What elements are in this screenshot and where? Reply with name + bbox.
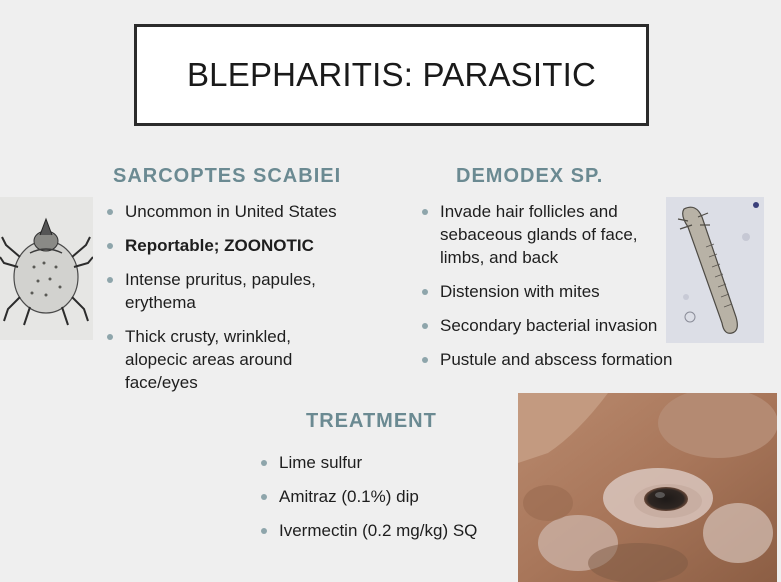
slide-title: BLEPHARITIS: PARASITIC [186, 56, 597, 93]
list-item: Invade hair follicles and sebaceous glands of face, limbs, and back [420, 200, 682, 269]
treatment-list [259, 451, 509, 553]
sarcoptes-list [105, 200, 345, 405]
calf-eye-image [518, 393, 777, 582]
list-item: Reportable; ZOONOTIC [105, 234, 345, 257]
list-item: Secondary bacterial invasion [420, 314, 682, 337]
list-item: Pustule and abscess formation [420, 348, 682, 371]
list-item: Uncommon in United States [105, 200, 345, 223]
list-item: Lime sulfur [259, 451, 509, 474]
list-item: Amitraz (0.1%) dip [259, 485, 509, 508]
demodex-list [420, 200, 682, 382]
demodex-mite-image [666, 197, 764, 343]
list-item: Thick crusty, wrinkled, alopecic areas around face/eyes [105, 325, 345, 394]
list-item: Intense pruritus, papules, erythema [105, 268, 345, 314]
demodex-heading: DEMODEX SP. [456, 165, 604, 187]
sarcoptes-mite-image [0, 197, 93, 340]
sarcoptes-heading: SARCOPTES SCABIEI [113, 165, 342, 187]
title-box [134, 24, 649, 126]
treatment-heading: TREATMENT [306, 410, 437, 432]
list-item: Distension with mites [420, 280, 682, 303]
list-item: Ivermectin (0.2 mg/kg) SQ [259, 519, 509, 542]
